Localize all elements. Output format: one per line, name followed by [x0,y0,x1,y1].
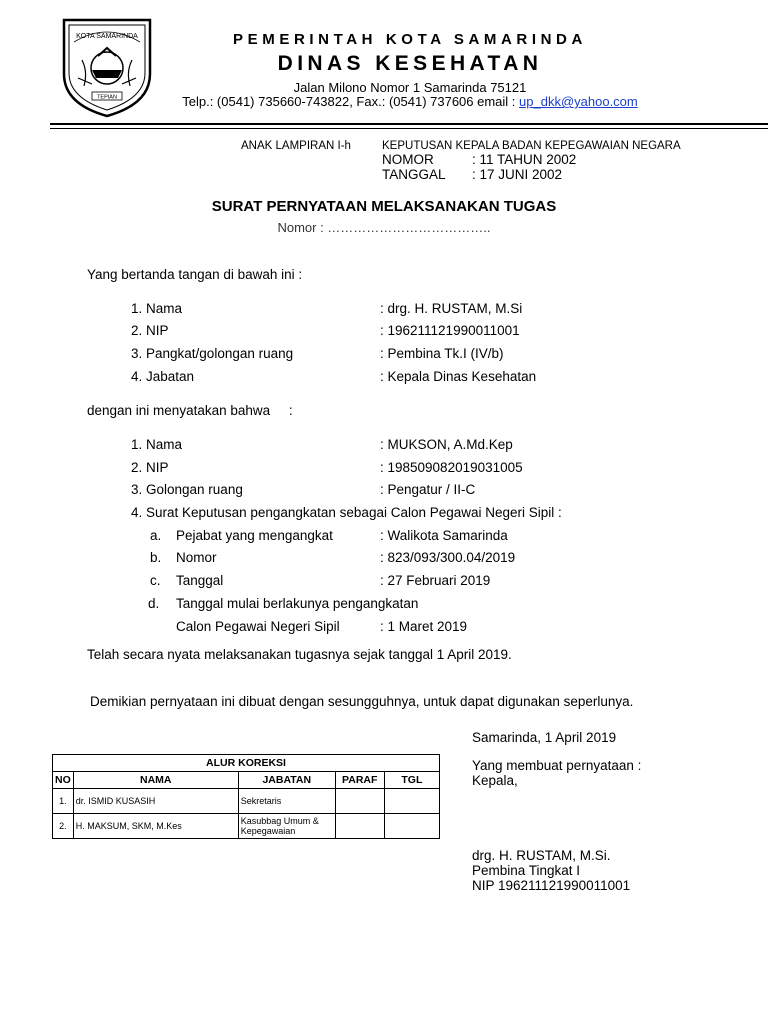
header-government: PEMERINTAH KOTA SAMARINDA [233,31,587,48]
row-no: 2. [53,814,74,839]
sk-b-value: : 823/093/300.04/2019 [380,550,516,565]
col-header-paraf: PARAF [335,772,384,789]
attachment-nomor-label: NOMOR [382,152,434,167]
signature-line2: Kepala, [472,773,518,788]
row-tgl [384,814,439,839]
attachment-tanggal-value: : 17 JUNI 2002 [472,167,563,182]
logo-text-bottom: TEPIAN [97,94,117,101]
header-rule-thin [50,128,768,129]
correction-table [52,754,440,839]
document-number: Nomor : ……………………………….. [277,220,491,235]
sk-b-label: Nomor [176,550,217,565]
email-link[interactable]: up_dkk@yahoo.com [519,94,638,109]
signature-rank: Pembina Tingkat I [472,863,581,878]
signature-line1: Yang membuat pernyataan : [472,758,642,773]
intro-text: Yang bertanda tangan di bawah ini : [87,267,303,282]
header-contact [140,94,680,109]
sk-c-letter: c. [150,573,161,588]
sk-d-value: : 1 Maret 2019 [380,619,468,634]
col-header-nama: NAMA [73,772,238,789]
header-rule-thick [50,123,768,125]
correction-table-title: ALUR KOREKSI [53,755,440,772]
sk-d-letter: d. [148,596,160,611]
sk-a-letter: a. [150,528,162,543]
col-header-no: NO [53,772,74,789]
row-nama: H. MAKSUM, SKM, M.Kes [73,814,238,839]
signer-name-label: 1. Nama [131,301,183,316]
subject-nip-value: : 198509082019031005 [380,460,523,475]
contact-text: Telp.: (0541) 735660-743822, Fax.: (0541) 737606 email : [182,94,520,109]
signer-position-value: : Kepala Dinas Kesehatan [380,369,537,384]
header-address: Jalan Milono Nomor 1 Samarinda 75121 [293,80,527,95]
sk-c-value: : 27 Februari 2019 [380,573,491,588]
declare-text: dengan ini menyatakan bahwa : [87,403,293,418]
subject-grade-value: : Pengatur / II-C [380,482,476,497]
signature-place-date: Samarinda, 1 April 2019 [472,730,617,745]
row-nama: dr. ISMID KUSASIH [73,789,238,814]
sk-d-label-line1: Tanggal mulai berlakunya pengangkatan [176,596,419,611]
subject-nip-label: 2. NIP [131,460,169,475]
header-agency: DINAS KESEHATAN [277,52,543,75]
row-paraf [335,789,384,814]
sk-intro: 4. Surat Keputusan pengangkatan sebagai Calon Pegawai Negeri Sipil : [131,505,562,520]
signer-nip-label: 2. NIP [131,323,169,338]
row-jabatan: Sekretaris [238,789,335,814]
attachment-label: ANAK LAMPIRAN I-h [241,140,351,152]
table-row [53,789,440,814]
attachment-nomor-value: : 11 TAHUN 2002 [472,152,577,167]
row-jabatan: Kasubbag Umum & Kepegawaian [238,814,335,839]
logo-text-top: KOTA SAMARINDA [76,33,138,40]
row-no: 1. [53,789,74,814]
attachment-decree: KEPUTUSAN KEPALA BADAN KEPEGAWAIAN NEGARA [382,140,681,152]
sk-a-label: Pejabat yang mengangkat [176,528,333,543]
row-paraf [335,814,384,839]
signer-rank-value: : Pembina Tk.I (IV/b) [380,346,504,361]
signer-name-value: : drg. H. RUSTAM, M.Si [380,301,523,316]
subject-name-label: 1. Nama [131,437,183,452]
attachment-tanggal-label: TANGGAL [382,167,446,182]
signature-name: drg. H. RUSTAM, M.Si. [472,848,611,863]
sk-b-letter: b. [150,550,162,565]
col-header-jabatan: JABATAN [238,772,335,789]
table-row [53,814,440,839]
signature-nip: NIP 196211121990011001 [472,878,631,893]
sk-d-label-line2: Calon Pegawai Negeri Sipil [176,619,340,634]
row-tgl [384,789,439,814]
document-title: SURAT PERNYATAAN MELAKSANAKAN TUGAS [211,198,557,215]
sk-c-label: Tanggal [176,573,224,588]
subject-name-value: : MUKSON, A.Md.Kep [380,437,513,452]
subject-grade-label: 3. Golongan ruang [131,482,243,497]
col-header-tgl: TGL [384,772,439,789]
signer-nip-value: : 196211121990011001 [380,323,520,338]
statement-text: Telah secara nyata melaksanakan tugasnya sejak tanggal 1 April 2019. [87,647,512,662]
signer-position-label: 4. Jabatan [131,369,195,384]
closing-text: Demikian pernyataan ini dibuat dengan sesungguhnya, untuk dapat digunakan seperlunya. [90,694,634,709]
sk-a-value: : Walikota Samarinda [380,528,508,543]
signer-rank-label: 3. Pangkat/golongan ruang [131,346,294,361]
